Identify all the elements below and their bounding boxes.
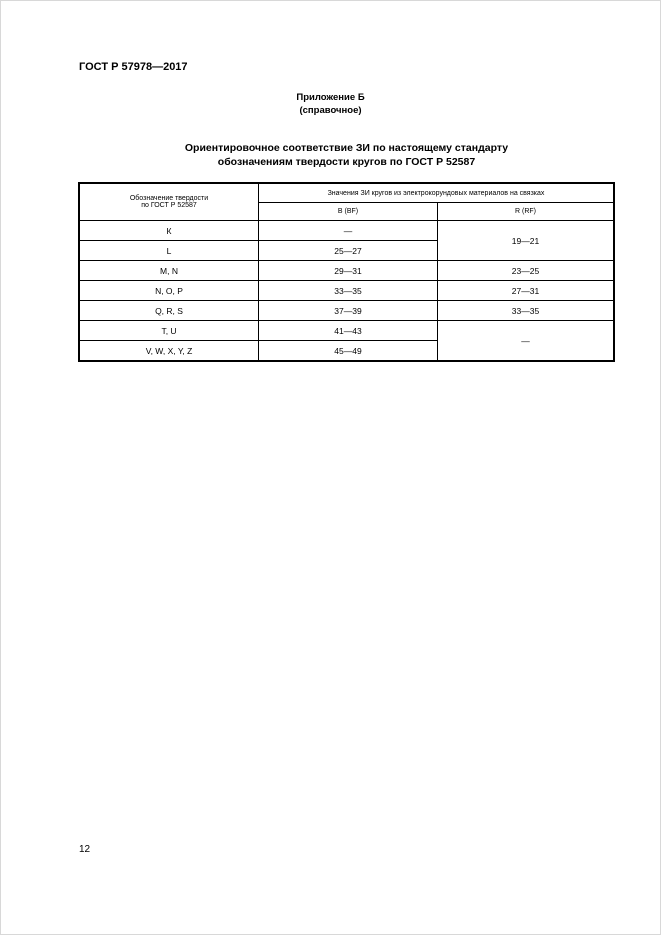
designation-cell: Q, R, S bbox=[79, 301, 259, 321]
table-title bbox=[0, 141, 661, 169]
b-value-cell: 37—39 bbox=[259, 301, 438, 321]
designation-cell: N, O, P bbox=[79, 281, 259, 301]
b-value-cell: 41—43 bbox=[259, 321, 438, 341]
r-value-cell: 33—35 bbox=[438, 301, 615, 321]
designation-cell: T, U bbox=[79, 321, 259, 341]
r-value-cell: 19—21 bbox=[438, 221, 615, 261]
b-value-cell: 25—27 bbox=[259, 241, 438, 261]
b-value-cell: — bbox=[259, 221, 438, 241]
designation-header-line-2: по ГОСТ Р 52587 bbox=[141, 202, 197, 209]
appendix-subtitle: (справочное) bbox=[299, 105, 362, 116]
page-number: 12 bbox=[79, 844, 91, 855]
designation-header-line-1: Обозначение твердости bbox=[129, 195, 209, 202]
designation-header bbox=[79, 183, 259, 221]
table-row bbox=[79, 281, 614, 301]
designation-cell: К bbox=[79, 221, 259, 241]
table-row bbox=[79, 321, 614, 341]
document-code: ГОСТ Р 57978—2017 bbox=[79, 61, 188, 73]
r-value-cell: 27—31 bbox=[438, 281, 615, 301]
r-value-cell: — bbox=[438, 321, 615, 362]
b-value-cell: 33—35 bbox=[259, 281, 438, 301]
values-group-header: Значения ЗИ кругов из электрокорундовых материалов на связках bbox=[259, 183, 615, 203]
hardness-correspondence-table bbox=[78, 182, 615, 362]
bond-b-header: B (BF) bbox=[259, 203, 438, 221]
table-row bbox=[79, 301, 614, 321]
table-row bbox=[79, 261, 614, 281]
table-row bbox=[79, 221, 614, 241]
table-title-line-2: обозначениям твердости кругов по ГОСТ Р 52587 bbox=[217, 156, 476, 168]
b-value-cell: 29—31 bbox=[259, 261, 438, 281]
table-header-row bbox=[79, 183, 614, 203]
designation-cell: V, W, X, Y, Z bbox=[79, 341, 259, 362]
b-value-cell: 45—49 bbox=[259, 341, 438, 362]
designation-cell: L bbox=[79, 241, 259, 261]
bond-r-header: R (RF) bbox=[438, 203, 615, 221]
appendix-heading bbox=[0, 91, 661, 117]
r-value-cell: 23—25 bbox=[438, 261, 615, 281]
designation-cell: M, N bbox=[79, 261, 259, 281]
appendix-title: Приложение Б bbox=[296, 92, 365, 103]
table-title-line-1: Ориентировочное соответствие ЗИ по настоящему стандарту bbox=[184, 142, 509, 154]
